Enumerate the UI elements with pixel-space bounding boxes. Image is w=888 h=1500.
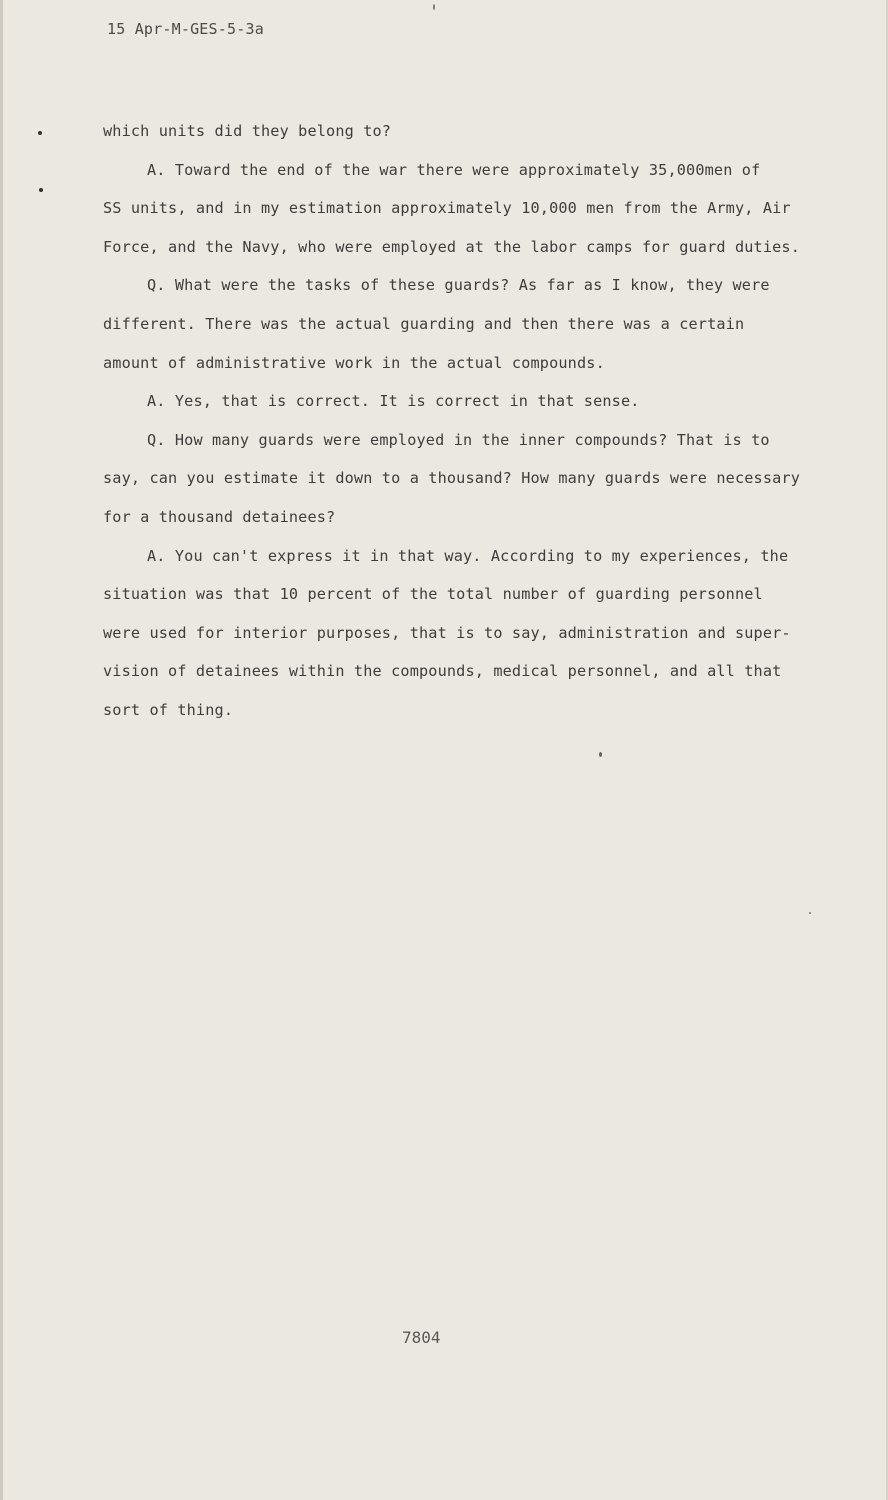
text-line: A. Yes, that is correct. It is correct in that sense.: [147, 392, 640, 411]
page-number: 7804: [402, 1328, 441, 1347]
text-line: situation was that 10 percent of the total number of guarding personnel: [103, 585, 763, 604]
text-line: were used for interior purposes, that is to say, administration and super-: [103, 623, 791, 642]
punch-mark: [39, 188, 43, 192]
text-line: A. You can't express it in that way. According to my experiences, the: [147, 546, 789, 565]
document-reference: 15 Apr-M-GES-5-3a: [107, 20, 264, 38]
text-line: which units did they belong to?: [103, 122, 392, 140]
text-line: amount of administrative work in the actual compounds.: [103, 353, 605, 372]
transcript-body: [103, 112, 843, 730]
text-line: for a thousand detainees?: [103, 507, 336, 526]
text-line: sort of thing.: [103, 700, 234, 719]
text-line: different. There was the actual guarding and then there was a certain: [103, 314, 745, 333]
text-line: Q. What were the tasks of these guards? As far as I know, they were: [147, 276, 770, 295]
text-line: say, can you estimate it down to a thousand? How many guards were necessary: [103, 469, 801, 488]
text-line: vision of detainees within the compounds, medical personnel, and all that: [103, 662, 782, 681]
text-line: SS units, and in my estimation approximately 10,000 men from the Army, Air: [103, 199, 791, 218]
text-line: Q. How many guards were employed in the inner compounds? That is to: [147, 430, 770, 449]
text-line: A. Toward the end of the war there were approximately 35,000men of: [147, 160, 761, 179]
punch-mark: [38, 131, 42, 135]
ink-speck: [599, 752, 602, 757]
ink-speck: [809, 912, 811, 914]
text-line: Force, and the Navy, who were employed at the labor camps for guard duties.: [103, 237, 801, 256]
ink-speck: [433, 4, 435, 10]
